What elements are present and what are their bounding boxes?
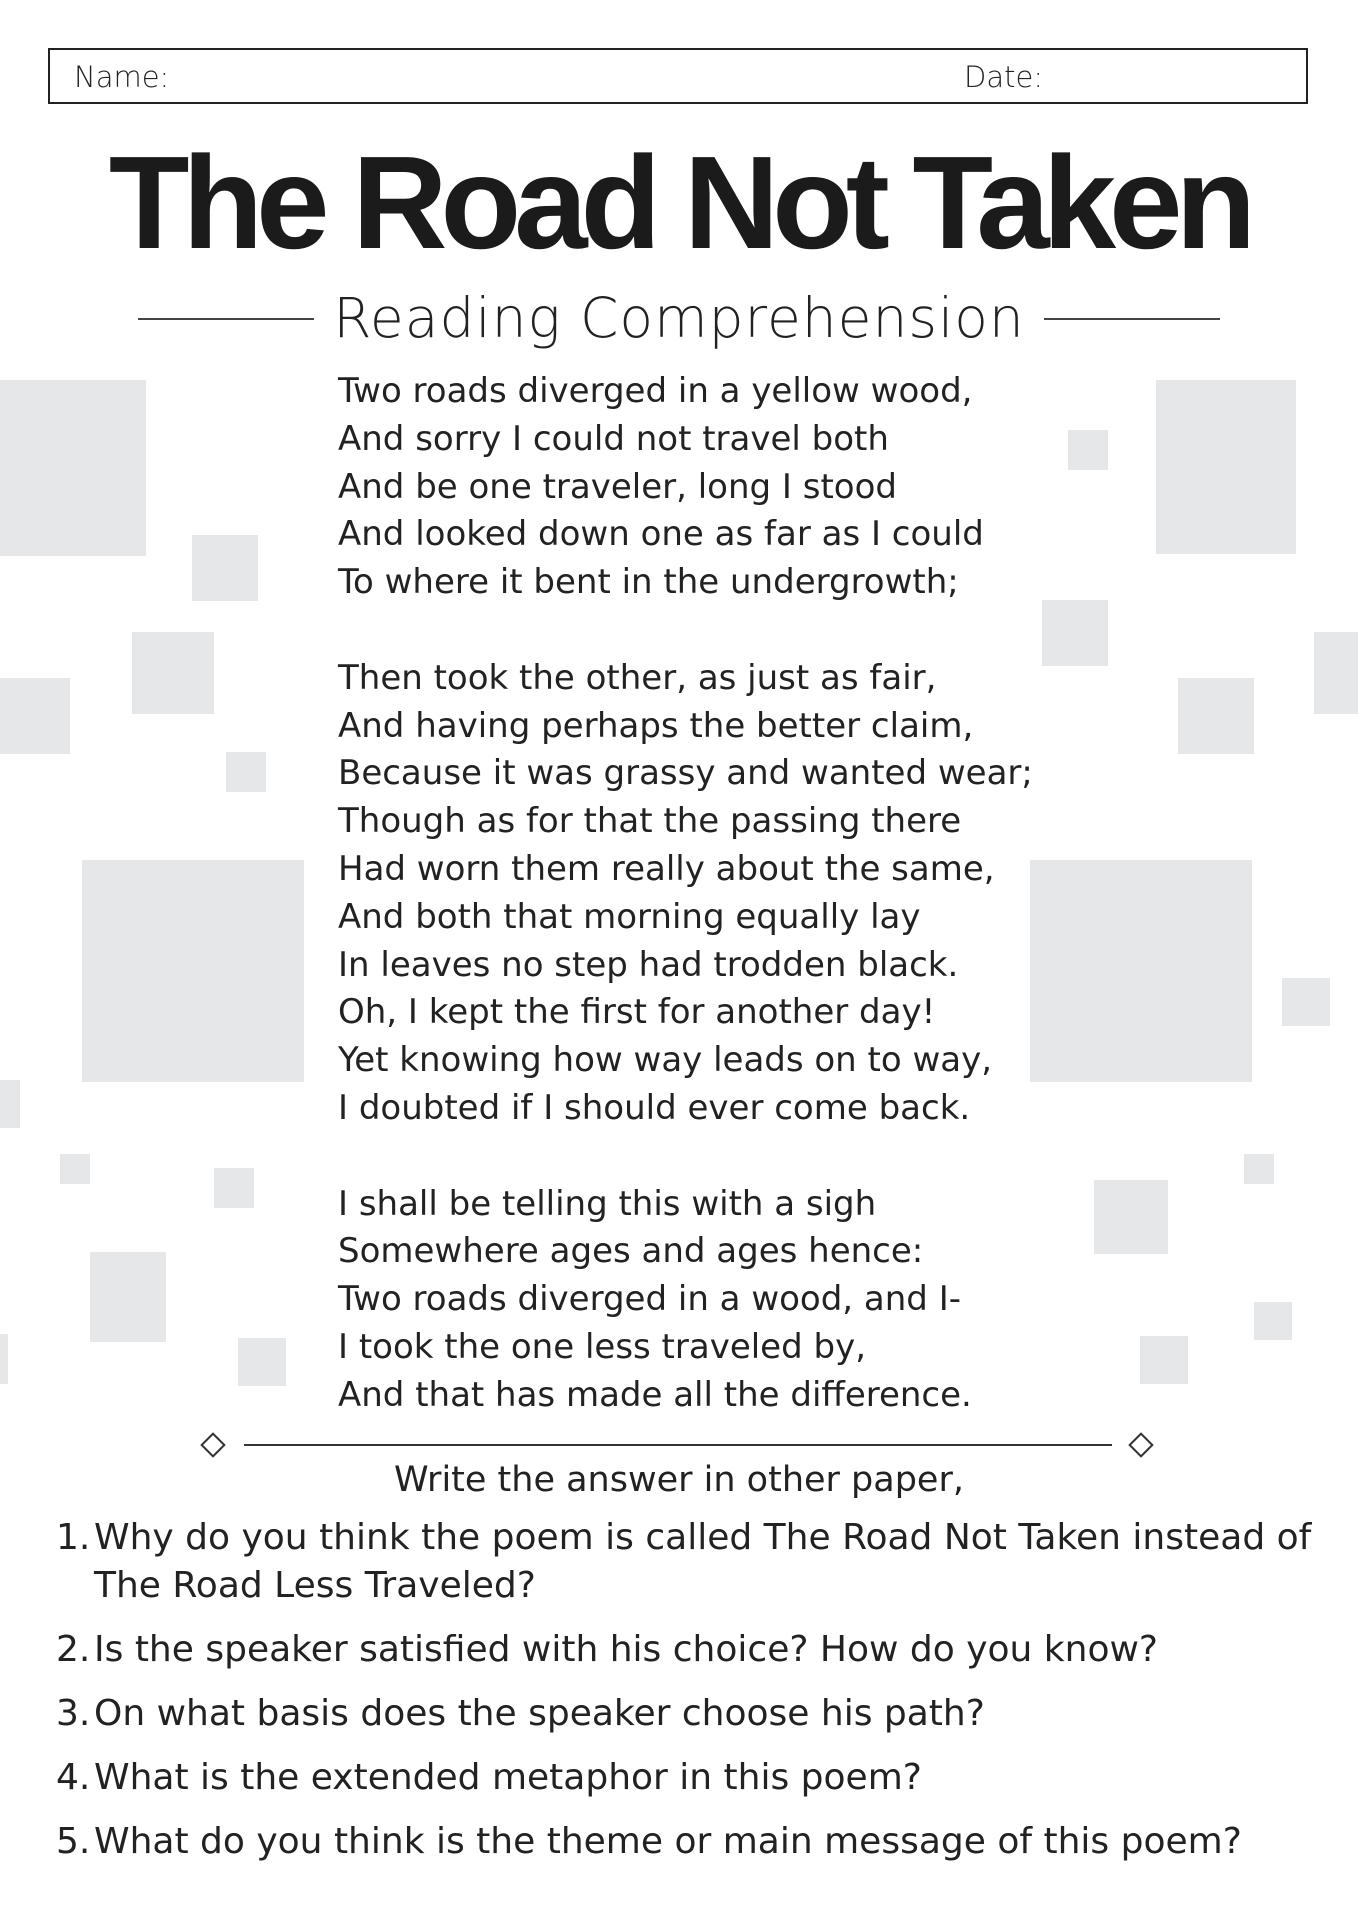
decor-square [0, 678, 70, 754]
poem-line: And sorry I could not travel both [338, 418, 889, 459]
decor-square [214, 1168, 254, 1208]
question-text: Is the speaker satisfied with his choice? How do you know? [94, 1629, 1159, 1670]
decor-square [0, 1334, 8, 1384]
decor-square [1244, 1154, 1274, 1184]
name-date-box [48, 48, 1308, 104]
decor-square [90, 1252, 166, 1342]
poem-line: I shall be telling this with a sigh [338, 1183, 877, 1224]
question-number: 5. [56, 1821, 91, 1862]
page-title: The Road Not Taken [108, 129, 1250, 276]
question-item [56, 1754, 1326, 1802]
poem-line: And both that morning equally lay [338, 896, 921, 937]
question-item [56, 1690, 1326, 1738]
question-item [56, 1626, 1326, 1674]
poem-line: Somewhere ages and ages hence: [338, 1231, 924, 1272]
poem-line: I doubted if I should ever come back. [338, 1087, 971, 1128]
question-text: What do you think is the theme or main message of this poem? [94, 1821, 1242, 1862]
question-item [56, 1514, 1326, 1610]
poem-line: Because it was grassy and wanted wear; [338, 753, 1033, 794]
stanza-gap [338, 607, 1058, 655]
decor-square [1254, 1302, 1292, 1340]
question-number: 4. [56, 1757, 91, 1798]
name-label: Name: [74, 60, 170, 94]
decor-square [0, 380, 146, 556]
decor-square [1314, 632, 1358, 714]
date-label: Date: [964, 60, 1044, 94]
poem [338, 368, 1058, 1420]
decor-square [1178, 678, 1254, 754]
poem-line: Had worn them really about the same, [338, 848, 995, 889]
question-number: 3. [56, 1693, 91, 1734]
poem-line: To where it bent in the undergrowth; [338, 562, 959, 603]
decor-square [192, 535, 258, 601]
decor-square [132, 632, 214, 714]
poem-line: I took the one less traveled by, [338, 1326, 866, 1367]
decor-square [1282, 978, 1330, 1026]
question-text: What is the extended metaphor in this poem? [94, 1757, 922, 1798]
poem-line: And looked down one as far as I could [338, 514, 984, 555]
poem-line: And having perhaps the better claim, [338, 705, 974, 746]
question-text: On what basis does the speaker choose his path? [94, 1693, 985, 1734]
poem-line: Two roads diverged in a wood, and I- [338, 1279, 961, 1320]
poem-line: Then took the other, as just as fair, [338, 657, 937, 698]
stanza-gap [338, 1133, 1058, 1181]
question-number: 2. [56, 1629, 91, 1670]
diamond-icon [200, 1432, 225, 1457]
poem-line: And that has made all the difference. [338, 1374, 972, 1415]
poem-line: And be one traveler, long I stood [338, 466, 897, 507]
decor-square [1068, 430, 1108, 470]
decor-square [1030, 860, 1252, 1082]
question-list [56, 1514, 1326, 1866]
decor-square [238, 1338, 286, 1386]
diamond-icon [1128, 1432, 1153, 1457]
poem-line: Two roads diverged in a yellow wood, [338, 371, 973, 411]
instruction-text: Write the answer in other paper, [394, 1460, 964, 1500]
poem-line: In leaves no step had trodden black. [338, 944, 959, 985]
section-divider [0, 1430, 1358, 1460]
decor-square [226, 752, 266, 792]
question-item [56, 1818, 1326, 1866]
poem-line: Though as for that the passing there [338, 801, 962, 842]
poem-line: Oh, I kept the first for another day! [338, 992, 936, 1033]
decor-square [82, 860, 304, 1082]
decor-square [1094, 1180, 1168, 1254]
subtitle-row [0, 282, 1358, 352]
subtitle-rule-right [1044, 318, 1220, 320]
decor-square [1140, 1336, 1188, 1384]
decor-square [1156, 380, 1296, 554]
question-text: Why do you think the poem is called The Road Not Taken instead of The Road Less Traveled? [94, 1517, 1312, 1606]
stanza-3 [338, 1181, 1058, 1420]
divider-rule [244, 1444, 1112, 1446]
decor-square [0, 1080, 20, 1128]
stanza-2 [338, 655, 1058, 1133]
subtitle: Reading Comprehension [333, 286, 1025, 350]
stanza-1 [338, 368, 1058, 607]
question-number: 1. [56, 1517, 91, 1558]
decor-square [60, 1154, 90, 1184]
poem-line: Yet knowing how way leads on to way, [338, 1040, 993, 1081]
